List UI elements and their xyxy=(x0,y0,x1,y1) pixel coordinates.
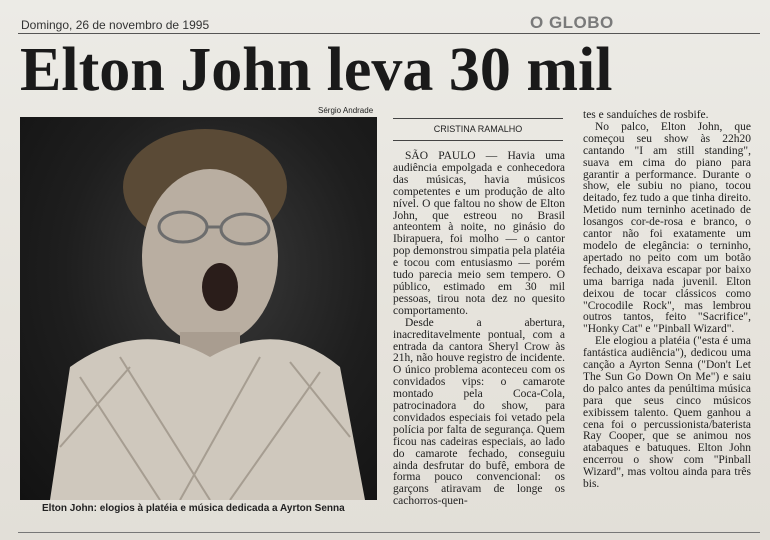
concert-photo xyxy=(20,117,377,500)
byline-rule-top xyxy=(393,118,563,119)
paragraph: Ele elogiou a platéia ("esta é uma fantástica audiência"), dedicou uma canção a Ayrton Senna ("Don't Let The Sun Go Down On Me") e saiu do palco antes da penúltima música para que seus cinco músicos exibissem talento. Quem ganhou a cena foi o percussionista/baterista Ray Cooper, que se animou nos atabaques e batuques. Elton John encerrou o show com "Pinball Wizard", mas voltou ainda para três bis. xyxy=(583,335,751,491)
paragraph: SÃO PAULO — Havia uma audiência empolgada e conhecedora das músicas, havia músicos competentes e um produção de alto nível. O que faltou no show de Elton John, que estreou no Brasil anteontem à noite, no ginásio do Ibirapuera, foi molho — o cantor pop demonstrou simpatia pela platéia e tocou com entusiasmo — porém tudo parecia meio sem tempero. O público, estimado em 30 mil pessoas, tirou nota dez no quesito comportamento. xyxy=(393,150,565,317)
bottom-rule xyxy=(18,532,760,533)
performer-illustration xyxy=(20,117,377,500)
header-rule xyxy=(18,33,760,34)
paragraph: tes e sanduíches de rosbife. xyxy=(583,109,709,121)
paragraph: Desde a abertura, inacreditavelmente pontual, com a entrada da cantora Sheryl Crow às 21h, não houve registro de incidente. O único problema aconteceu com os convidados vips: o camarote montado pela Coca-Cola, patrocinadora do show, para convidados especiais foi vetado pela polícia por falta de segurança. Quem ficou nas cadeiras especiais, ao lado do camarote fechado, conseguiu ainda desfrutar do bufê, embora de forma pouco convencional: os garçons atiravam de longe os cachorros-quen- xyxy=(393,316,565,508)
photo-credit: Sérgio Andrade xyxy=(318,106,374,115)
paragraph: No palco, Elton John, que começou seu show às 22h20 cantando "I am still standing", suava em cima do piano para garantir a performance. Durante o show, ele subiu no piano, tocou deitado, fez tudo a que tinha direito. Metido num terninho acetinado de losangos cor-de-rosa e branco, o cantor não foi exatamente um modelo de elegância: o terninho, apertado no peito com um botão fechado, deixava escapar por baixo uma barriga nada juvenil. Elton deixou de tocar clássicos como "Crocodile Rock", mas lembrou outros tantos, feito "Sacrifice", "Honky Cat" e "Pinball Wizard". xyxy=(583,120,751,336)
photo-caption: Elton John: elogios à platéia e música dedicada a Ayrton Senna xyxy=(42,503,345,514)
article-column-1 xyxy=(393,151,565,508)
byline: CRISTINA RAMALHO xyxy=(433,124,523,134)
newspaper-name: O GLOBO xyxy=(530,13,614,32)
edition-date: Domingo, 26 de novembro de 1995 xyxy=(21,18,210,32)
headline: Elton John leva 30 mil xyxy=(20,36,613,104)
byline-rule-bottom xyxy=(393,140,563,141)
article-column-2 xyxy=(583,110,751,491)
